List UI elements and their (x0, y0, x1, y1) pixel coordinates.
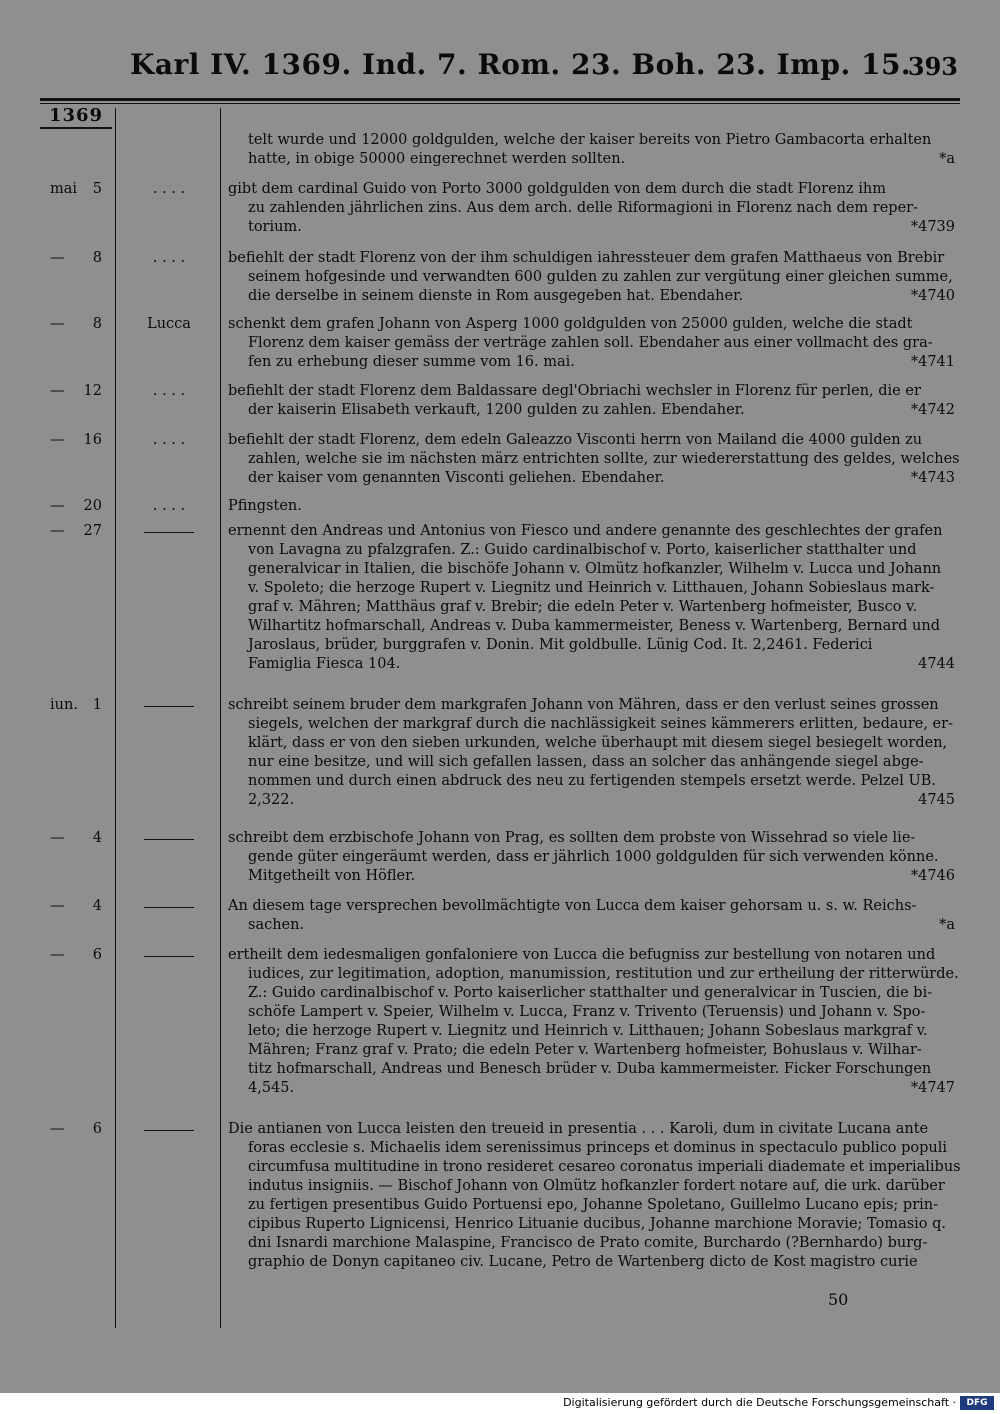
entry-line-text: ertheilt dem iedesmaligen gonfaloniere von Lucca die befugniss zur bestellung von notaren und (228, 947, 936, 963)
regest-number: *4739 (910, 219, 955, 235)
entry-place (120, 522, 218, 541)
regest-number: *a (939, 151, 955, 167)
entry-line-text: generalvicar in Italien, die bischöfe Johann v. Olmütz hofkanzler, Wilhelm v. Lucca und Johann (248, 561, 942, 577)
entry-text (228, 431, 960, 488)
entry-place: . . . . (152, 432, 186, 448)
place-dash (144, 1130, 194, 1131)
entry-line-text: siegels, welchen der markgraf durch die nachlässigkeit seines kämmerers erlitten, bedaure, er- (248, 716, 953, 732)
entry-line (228, 1139, 955, 1158)
entry-line-text: torium. (248, 219, 302, 235)
entry-line-text: Mitgetheilt von Höfler. (248, 868, 416, 884)
signature-mark: 50 (828, 1290, 849, 1309)
entry-line (228, 249, 955, 268)
entry-month: mai (50, 181, 78, 197)
entry-line (228, 715, 955, 734)
entry-line-text: indutus insigniis. — Bischof Johann von Olmütz hofkanzler fordert notare auf, die urk. darüber (248, 1178, 945, 1194)
entry-line (228, 268, 955, 287)
entry-line (228, 579, 955, 598)
entry-line (228, 353, 955, 372)
regest-number: *4743 (910, 470, 955, 486)
entry-line-text: befiehlt der stadt Florenz, dem edeln Galeazzo Visconti herrn von Mailand die 4000 gulden zu (228, 432, 923, 448)
entry-month: — (50, 250, 65, 266)
entry-line (228, 1196, 955, 1215)
entry-place (120, 696, 218, 715)
entry-text (228, 131, 955, 169)
entry-place: . . . . (152, 250, 186, 266)
entry-day: 8 (92, 316, 102, 332)
entry-line-text: graphio de Donyn capitaneo civ. Lucane, Petro de Wartenberg dicto de Kost magistro curie (248, 1254, 918, 1270)
header-rule (40, 98, 960, 101)
entry-line-text: hatte, in obige 50000 eingerechnet werden sollten. (248, 151, 626, 167)
entry-line (228, 772, 955, 791)
regest-number: *4742 (910, 402, 955, 418)
entry-line (228, 636, 955, 655)
year-label: 1369 (48, 105, 104, 126)
entry-month: — (50, 498, 65, 514)
entry-month: — (50, 432, 65, 448)
entry-line-text: nur eine besitze, und will sich gefallen lassen, dass an solcher das anhängende siegel abge- (248, 754, 924, 770)
entry-month: — (50, 947, 65, 963)
entry-month: iun. (50, 697, 78, 713)
place-dash (144, 956, 194, 957)
entry-line (228, 791, 955, 810)
entry-line (228, 1022, 955, 1041)
entry-day: 4 (92, 898, 102, 914)
entry-line (228, 469, 955, 488)
regest-number: 4744 (918, 656, 955, 672)
entry-line-text: gende güter eingeräumt werden, dass er jährlich 1000 goldgulden für sich verwenden könne. (248, 849, 939, 865)
entry-line (228, 984, 955, 1003)
entry-line-text: circumfusa multitudine in trono resideret cesareo coronatus imperiali diademate et imperialibus (248, 1159, 961, 1175)
entry-line-text: Famiglia Fiesca 104. (248, 656, 401, 672)
entry-place: Lucca (147, 316, 191, 332)
entry-line (228, 180, 955, 199)
entry-line (228, 199, 955, 218)
entry-line (228, 1253, 955, 1272)
entry-line (228, 315, 955, 334)
entry-line-text: zahlen, welche sie im nächsten märz entrichten sollte, zur wiedererstattung des geldes, welches (248, 451, 960, 467)
place-dash (144, 532, 194, 533)
entry-line (228, 382, 955, 401)
entry-line-text: schenkt dem grafen Johann von Asperg 1000 goldgulden von 25000 gulden, welche die stadt (228, 316, 913, 332)
entry-line (228, 916, 955, 935)
entry-line (228, 696, 955, 715)
entry-day: 16 (83, 432, 102, 448)
entry-line (228, 287, 955, 306)
entry-line (228, 541, 955, 560)
entry-day: 20 (83, 498, 102, 514)
entry-line-text: Jaroslaus, brüder, burggrafen v. Donin. Mit goldbulle. Lünig Cod. It. 2,2461. Federici (248, 637, 873, 653)
column-divider-place (220, 108, 221, 1328)
entry-day: 6 (92, 1121, 102, 1137)
entry-line (228, 617, 955, 636)
entry-text (228, 315, 955, 372)
entry-text (228, 1120, 961, 1272)
entry-line-text: iudices, zur legitimation, adoption, manumission, restitution und zur ertheilung der ritterwürde. (248, 966, 959, 982)
entry-line (228, 655, 955, 674)
entry-line (228, 897, 955, 916)
entry-line (228, 1234, 955, 1253)
footer-bar (0, 1393, 1000, 1414)
entry-line (228, 1041, 955, 1060)
entry-place (120, 1120, 218, 1139)
entry-line (228, 734, 955, 753)
regest-number: *a (939, 917, 955, 933)
entry-line (228, 598, 955, 617)
entry-line-text: der kaiserin Elisabeth verkauft, 1200 gulden zu zahlen. Ebendaher. (248, 402, 745, 418)
entry-line (228, 965, 959, 984)
entry-line-text: graf v. Mähren; Matthäus graf v. Brebir; die edeln Peter v. Wartenberg hofmeister, Busco v. (248, 599, 918, 615)
entry-text (228, 897, 955, 935)
entry-line-text: foras ecclesie s. Michaelis idem serenissimus princeps et dominus in spectaculo publico populi (248, 1140, 948, 1156)
entry-line (228, 1120, 955, 1139)
entry-line-text: titz hofmarschall, Andreas und Benesch brüder v. Duba kammermeister. Ficker Forschungen (248, 1061, 932, 1077)
dfg-logo: DFG (960, 1396, 994, 1410)
entry-line (228, 334, 955, 353)
entry-line (228, 450, 960, 469)
entry-line-text: fen zu erhebung dieser summe vom 16. mai. (248, 354, 575, 370)
entry-line-text: v. Spoleto; die herzoge Rupert v. Liegnitz und Heinrich v. Litthauen, Johann Sobieslaus mark- (248, 580, 935, 596)
entry-line (228, 1060, 955, 1079)
regest-number: *4741 (910, 354, 955, 370)
entry-line-text: ernennt den Andreas und Antonius von Fiesco und andere genannte des geschlechtes der grafen (228, 523, 943, 539)
entry-line (228, 150, 955, 169)
entry-line-text: die derselbe in seinem dienste in Rom ausgegeben hat. Ebendaher. (248, 288, 744, 304)
entry-line (228, 1003, 955, 1022)
entry-line-text: An diesem tage versprechen bevollmächtigte von Lucca dem kaiser gehorsam u. s. w. Reichs- (228, 898, 917, 914)
entry-place (120, 829, 218, 848)
place-dash (144, 706, 194, 707)
entry-text (228, 497, 955, 516)
entry-day: 4 (92, 830, 102, 846)
entry-month: — (50, 523, 65, 539)
entry-line-text: Florenz dem kaiser gemäss der verträge zahlen soll. Ebendaher aus einer vollmacht des gra- (248, 335, 933, 351)
entry-line (228, 867, 955, 886)
header-rule-thin (40, 103, 960, 104)
entry-line-text: 4,545. (248, 1080, 295, 1096)
entry-line-text: klärt, dass er von den sieben urkunden, welche überhaupt mit diesem siegel besiegelt worden, (248, 735, 948, 751)
entry-line-text: nommen und durch einen abdruck des neu zu fertigenden stempels ersetzt werde. Pelzel UB. (248, 773, 936, 789)
entry-line-text: Wilhartitz hofmarschall, Andreas v. Duba kammermeister, Beness v. Wartenberg, Bernard und (248, 618, 941, 634)
entry-text (228, 180, 955, 237)
entry-day: 12 (83, 383, 102, 399)
entry-line-text: befiehlt der stadt Florenz dem Baldassare degl'Obriachi wechsler in Florenz für perlen, die er (228, 383, 921, 399)
entry-line-text: zu zahlenden jährlichen zins. Aus dem arch. delle Riformagioni in Florenz nach dem reper- (248, 200, 918, 216)
entry-place: . . . . (152, 181, 186, 197)
entry-line-text: Z.: Guido cardinalbischof v. Porto kaiserlicher statthalter und generalvicar in Tuscien, die bi- (248, 985, 933, 1001)
entry-line-text: befiehlt der stadt Florenz von der ihm schuldigen iahressteuer dem grafen Matthaeus von Brebir (228, 250, 945, 266)
entry-line-text: seinem hofgesinde und verwandten 600 gulden zu zahlen zur vergütung einer gleichen summe, (248, 269, 953, 285)
page-number: 393 (907, 52, 958, 81)
entry-line (228, 1177, 955, 1196)
entry-line (228, 522, 955, 541)
entry-day: 6 (92, 947, 102, 963)
regest-number: *4740 (910, 288, 955, 304)
entry-line-text: schöfe Lampert v. Speier, Wilhelm v. Lucca, Franz v. Trivento (Teruensis) und Johann v. Spo- (248, 1004, 926, 1020)
entry-line-text: 2,322. (248, 792, 295, 808)
entry-line (228, 560, 955, 579)
entry-line-text: dni Isnardi marchione Malaspine, Francisco de Prato comite, Burchardo (?Bernhardo) burg- (248, 1235, 928, 1251)
entry-line (228, 753, 955, 772)
entry-day: 1 (92, 697, 102, 713)
entry-text (228, 522, 955, 674)
entry-line (228, 829, 955, 848)
entry-line-text: cipibus Ruperto Lignicensi, Henrico Lituanie ducibus, Johanne marchione Moravie; Tomasio q. (248, 1216, 947, 1232)
entry-line-text: schreibt dem erzbischofe Johann von Prag, es sollten dem probste von Wissehrad so viele lie- (228, 830, 916, 846)
entry-line-text: der kaiser vom genannten Visconti geliehen. Ebendaher. (248, 470, 665, 486)
footer-text: Digitalisierung gefördert durch die Deutsche Forschungsgemeinschaft · (563, 1396, 956, 1409)
entry-line-text: von Lavagna zu pfalzgrafen. Z.: Guido cardinalbischof v. Porto, kaiserlicher statthalter und (248, 542, 917, 558)
entry-line-text: sachen. (248, 917, 305, 933)
entry-month: — (50, 1121, 65, 1137)
entry-text (228, 249, 955, 306)
entry-line (228, 431, 955, 450)
entry-place (120, 897, 218, 916)
entry-month: — (50, 830, 65, 846)
entry-day: 27 (83, 523, 102, 539)
entry-month: — (50, 383, 65, 399)
entry-place: . . . . (152, 383, 186, 399)
entry-day: 8 (92, 250, 102, 266)
entry-text (228, 696, 955, 810)
column-divider-date (115, 108, 116, 1328)
place-dash (144, 839, 194, 840)
page-header (30, 48, 960, 94)
entry-line-text: schreibt seinem bruder dem markgrafen Johann von Mähren, dass er den verlust seines grossen (228, 697, 939, 713)
year-underline (40, 127, 112, 129)
entry-line (228, 1079, 955, 1098)
entry-month: — (50, 316, 65, 332)
entry-line (228, 848, 955, 867)
entry-line-text: telt wurde und 12000 goldgulden, welche der kaiser bereits von Pietro Gambacorta erhalten (248, 132, 932, 148)
entry-line (228, 131, 955, 150)
entry-month: — (50, 898, 65, 914)
entry-line (228, 497, 955, 516)
entry-line (228, 218, 955, 237)
entry-text (228, 382, 955, 420)
entry-place (120, 946, 218, 965)
entry-line-text: leto; die herzoge Rupert v. Liegnitz und Heinrich v. Litthauen; Johann Sobeslaus markgraf v. (248, 1023, 928, 1039)
entry-line-text: Die antianen von Lucca leisten den treueid in presentia . . . Karoli, dum in civitate Lucana ante (228, 1121, 929, 1137)
entry-line (228, 401, 955, 420)
running-title: Karl IV. 1369. Ind. 7. Rom. 23. Boh. 23. Imp. 15. (130, 48, 912, 81)
entry-line-text: Pfingsten. (228, 498, 302, 514)
entry-line (228, 946, 955, 965)
entry-line (228, 1215, 955, 1234)
entry-day: 5 (92, 181, 102, 197)
entry-line (228, 1158, 961, 1177)
regest-number: *4746 (910, 868, 955, 884)
entry-line-text: Mähren; Franz graf v. Prato; die edeln Peter v. Wartenberg hofmeister, Bohuslaus v. Wilhar- (248, 1042, 922, 1058)
entry-text (228, 946, 959, 1098)
entry-line-text: zu fertigen presentibus Guido Portuensi epo, Johanne Spoletano, Guillelmo Lucano epis; prin- (248, 1197, 939, 1213)
regest-number: 4745 (918, 792, 955, 808)
place-dash (144, 907, 194, 908)
entry-line-text: gibt dem cardinal Guido von Porto 3000 goldgulden von dem durch die stadt Florenz ihm (228, 181, 886, 197)
regest-number: *4747 (910, 1080, 955, 1096)
entry-text (228, 829, 955, 886)
entry-place: . . . . (152, 498, 186, 514)
